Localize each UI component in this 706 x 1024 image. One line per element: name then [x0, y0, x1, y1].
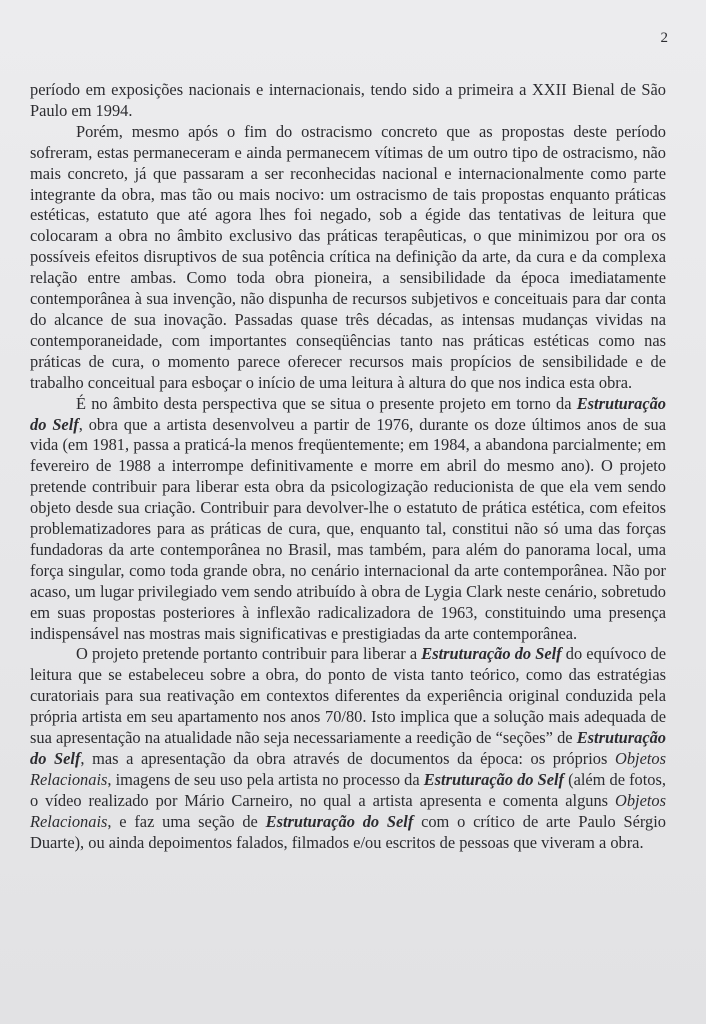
work-title: Estruturação do Self — [265, 811, 414, 831]
text-run: , e faz uma seção de — [107, 811, 266, 831]
text-run: período em exposições nacionais e internacionais, tendo sido a primeira a XXII Bienal de São Paulo em 1994. — [30, 80, 666, 120]
text-run: Porém, mesmo após o fim do ostracismo concreto que as propostas deste período sofreram, estas permaneceram e ainda permanecem vítimas de um outro tipo de ostracismo, não mais concreto, já que passaram a ser reconhecidas nacional e internacionalmente como parte integrante da obra, mas tão ou mais nocivo: um ostracismo de tais propostas enquanto práticas estéticas, estatuto que até agora lhes foi negado, sob a égide das tentativas de leitura que colocaram a obra no âmbito exclusivo das práticas terapêuticas, o que minimizou por ora os possíveis efeitos disruptivos de sua potência crítica na definição da arte, da cura e da complexa relação entre ambas. Como toda obra pioneira, a sensibilidade da época imediatamente contemporânea à sua invenção, não dispunha de recursos subjetivos e conceituais para dar conta do alcance de sua inovação. Passadas quase três décadas, as intensas mudanças vividas na contemporaneidade, com importantes conseqüências tanto nas práticas estéticas como nas práticas de cura, o momento parece oferecer recursos mais propícios de sensibilidade e de trabalho conceitual para esboçar o início de uma leitura à altura do que nos indica esta obra. — [30, 121, 666, 392]
text-run: do equívoco de leitura que se estabeleceu sobre a obra, do ponto de vista tanto teórico, como das estratégias curatoriais para sua reativação em contextos diferentes da experiência original conduzida pela própria artista em seu apartamento nos anos 70/80. Isto implica que a solução mais adequada de sua apresentação na atualidade não seja necessariamente a reedição de “seções” de — [30, 644, 666, 748]
text-run: , obra que a artista desenvolveu a partir de 1976, durante os doze últimos anos de sua vida (em 1981, passa a praticá-la menos freqüentemente; em 1984, a abandona parcialmente; em fevereiro de 1988 a interrompe definitivamente e morre em abril do mesmo ano). O projeto pretende contribuir para liberar esta obra da psicologização reducionista de que ela vem sendo objeto desde sua criação. Contribuir para devolver-lhe o estatuto de prática estética, com efeitos problematizadores para as práticas de cura, que, enquanto tal, constitui não só uma das forças fundadoras da arte contemporânea no Brasil, mas também, para além do panorama local, uma força singular, como toda grande obra, no cenário internacional da arte contemporânea. Não por acaso, um lugar privilegiado vem sendo atribuído à obra de Lygia Clark neste cenário, sobretudo em suas propostas posteriores à inflexão radicalizadora de 1963, constituindo uma presença indispensável nas mostras mais significativas e prestigiadas da arte contemporânea. — [30, 414, 666, 643]
work-title: Estruturação do Self — [30, 728, 666, 768]
text-run: , imagens de seu uso pela artista no processo da — [107, 769, 424, 789]
text-run: O projeto pretende portanto contribuir para liberar a — [76, 644, 422, 664]
text-run: (além de fotos, o vídeo realizado por Mário Carneiro, no qual a artista apresenta e comenta alguns — [30, 769, 666, 810]
work-title: Estruturação do Self — [423, 769, 565, 789]
italic-term: Objetos Relacionais — [30, 790, 666, 831]
paragraph — [30, 122, 666, 394]
paragraph — [30, 394, 666, 645]
paragraph — [30, 80, 666, 122]
work-title: Estruturação do Self — [30, 393, 666, 434]
text-run: É no âmbito desta perspectiva que se situa o presente projeto em torno da — [76, 393, 577, 413]
page-number: 2 — [660, 30, 668, 46]
text-run: , mas a apresentação da obra através de documentos da época: os próprios — [80, 749, 615, 768]
text-run: com o crítico de arte Paulo Sérgio Duarte), ou ainda depoimentos falados, filmados e/ou escritos de pessoas que viveram a obra. — [30, 811, 667, 852]
paragraph — [30, 644, 666, 853]
italic-term: Objetos Relacionais — [30, 749, 666, 789]
work-title: Estruturação do Self — [421, 644, 562, 664]
body-text — [30, 80, 666, 854]
